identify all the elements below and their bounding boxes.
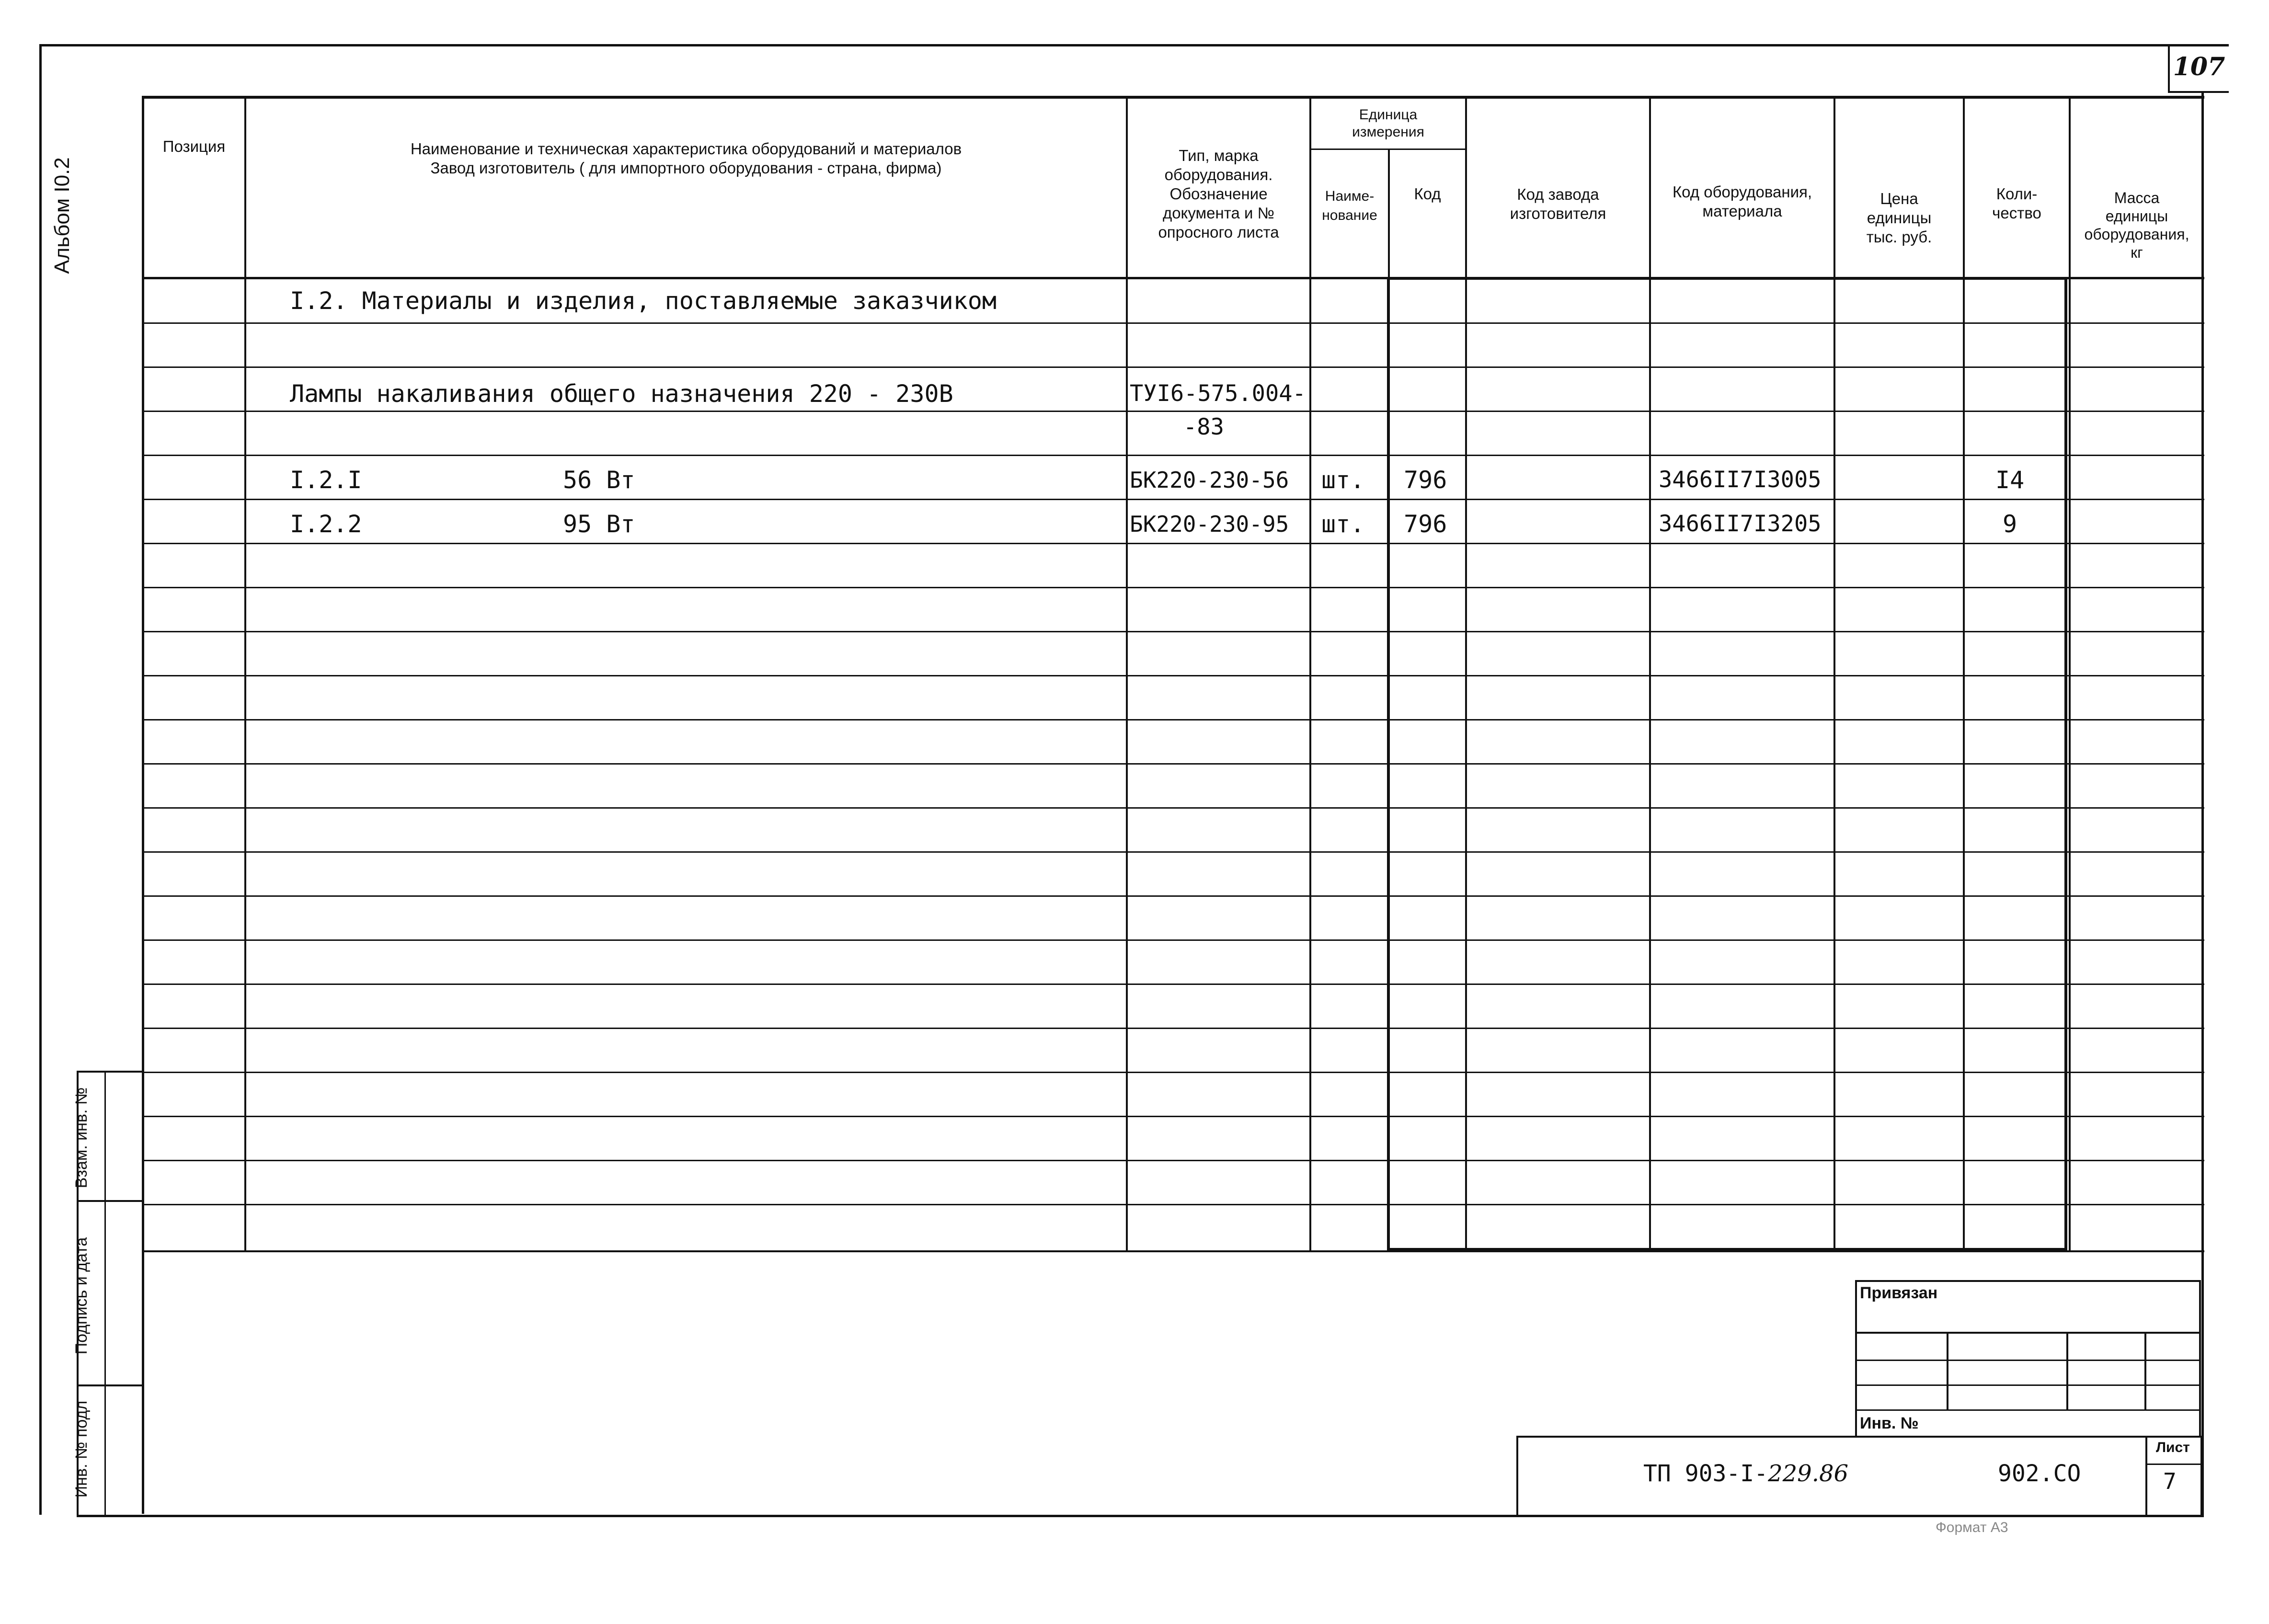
header-equipment-code: Код оборудования, материала: [1672, 183, 1812, 220]
side-stamp-vzam: Взам. инв. №: [72, 1087, 91, 1189]
item-group-type: ТУI6-575.004-: [1130, 380, 1306, 407]
list-box-div: [2145, 1464, 2202, 1465]
privyazan-line2: [1855, 1360, 2201, 1361]
privyazan-vline3: [2144, 1332, 2146, 1409]
header-unit-group: Единица измерения: [1352, 107, 1424, 140]
bold-outline: [1387, 277, 2067, 1251]
item-group-type-cont: -83: [1183, 414, 1224, 440]
side-stamp-top: [77, 1071, 144, 1073]
privyazan-line1: [1855, 1332, 2201, 1334]
inv-no-label: Инв. №: [1860, 1414, 1919, 1432]
row-position: I.2.2: [290, 510, 362, 538]
album-label: Альбом I0.2: [50, 157, 74, 274]
row-unit: шт.: [1321, 510, 1365, 538]
side-stamp-inv: Инв. № подл: [72, 1400, 91, 1498]
row-quantity: 9: [2003, 510, 2017, 538]
header-name: Наименование и техническая характеристика оборудований и материалов Завод изготовитель ( для импортного оборудования - страна, фирма): [410, 140, 962, 177]
frame-right: [2201, 91, 2204, 1516]
document-box: [1516, 1436, 2202, 1516]
header-unit-code: Код: [1414, 185, 1441, 203]
side-stamp-div1: [77, 1200, 144, 1202]
format-label: Формат А3: [1936, 1520, 2008, 1535]
privyazan-label: Привязан: [1860, 1284, 1938, 1302]
row-position: I.2.I: [290, 466, 362, 494]
frame-top: [39, 44, 2229, 46]
list-label: Лист: [2156, 1440, 2190, 1455]
sheet-box-bottom: [2168, 91, 2229, 93]
privyazan-line4: [1855, 1409, 2201, 1411]
row-unit-code: 796: [1404, 466, 1447, 494]
privyazan-vline2: [2066, 1332, 2068, 1409]
header-type: Тип, марка оборудования. Обозначение документа и № опросного листа: [1158, 147, 1279, 241]
row-power: 56 Вт: [563, 466, 635, 494]
row-equipment-code: 3466II7I3205: [1659, 511, 1822, 537]
header-position: Позиция: [162, 137, 226, 155]
col-line: [1126, 96, 1128, 1251]
row-equipment-code: 3466II7I3005: [1659, 467, 1822, 493]
privyazan-vline1: [1947, 1332, 1948, 1409]
row-unit-code: 796: [1404, 510, 1447, 538]
sheet-box-left: [2168, 44, 2170, 92]
item-group-name: Лампы накаливания общего назначения 220 - 230В: [290, 380, 953, 408]
header-unit-name: Наиме- нование: [1322, 188, 1377, 223]
row-type: БК220-230-95: [1130, 511, 1289, 537]
row-unit: шт.: [1321, 466, 1365, 494]
privyazan-line3: [1855, 1384, 2201, 1386]
header-mass: Масса единицы оборудования, кг: [2084, 189, 2189, 261]
list-value: 7: [2163, 1468, 2177, 1494]
row-power: 95 Вт: [563, 510, 635, 538]
privyazan-box: [1855, 1280, 2201, 1436]
header-factory-code: Код завода изготовителя: [1510, 185, 1606, 222]
header-price: Цена единицы тыс. руб.: [1866, 190, 1932, 246]
document-handwritten: 229.86: [1768, 1460, 1849, 1487]
col-line: [244, 96, 246, 1251]
unit-group-divider: [1309, 149, 1467, 150]
side-stamp-podpis: Подпись и дата: [72, 1237, 91, 1355]
list-box-left: [2145, 1436, 2147, 1516]
frame-left: [39, 44, 42, 1515]
col-line: [1309, 96, 1311, 1251]
section-title: I.2. Материалы и изделия, поставляемые заказчиком: [290, 287, 997, 315]
row-quantity: I4: [1995, 466, 2025, 494]
document-code: 902.СО: [1998, 1460, 2081, 1487]
col-line: [142, 96, 144, 1514]
header-quantity: Коли- чество: [1992, 185, 2041, 222]
row-type: БК220-230-56: [1130, 467, 1289, 493]
side-stamp-inner: [104, 1071, 106, 1516]
sheet-number: 107: [2173, 52, 2225, 81]
document-prefix: ТП 903-I-: [1643, 1460, 1768, 1487]
document-number: [1643, 1460, 1848, 1487]
